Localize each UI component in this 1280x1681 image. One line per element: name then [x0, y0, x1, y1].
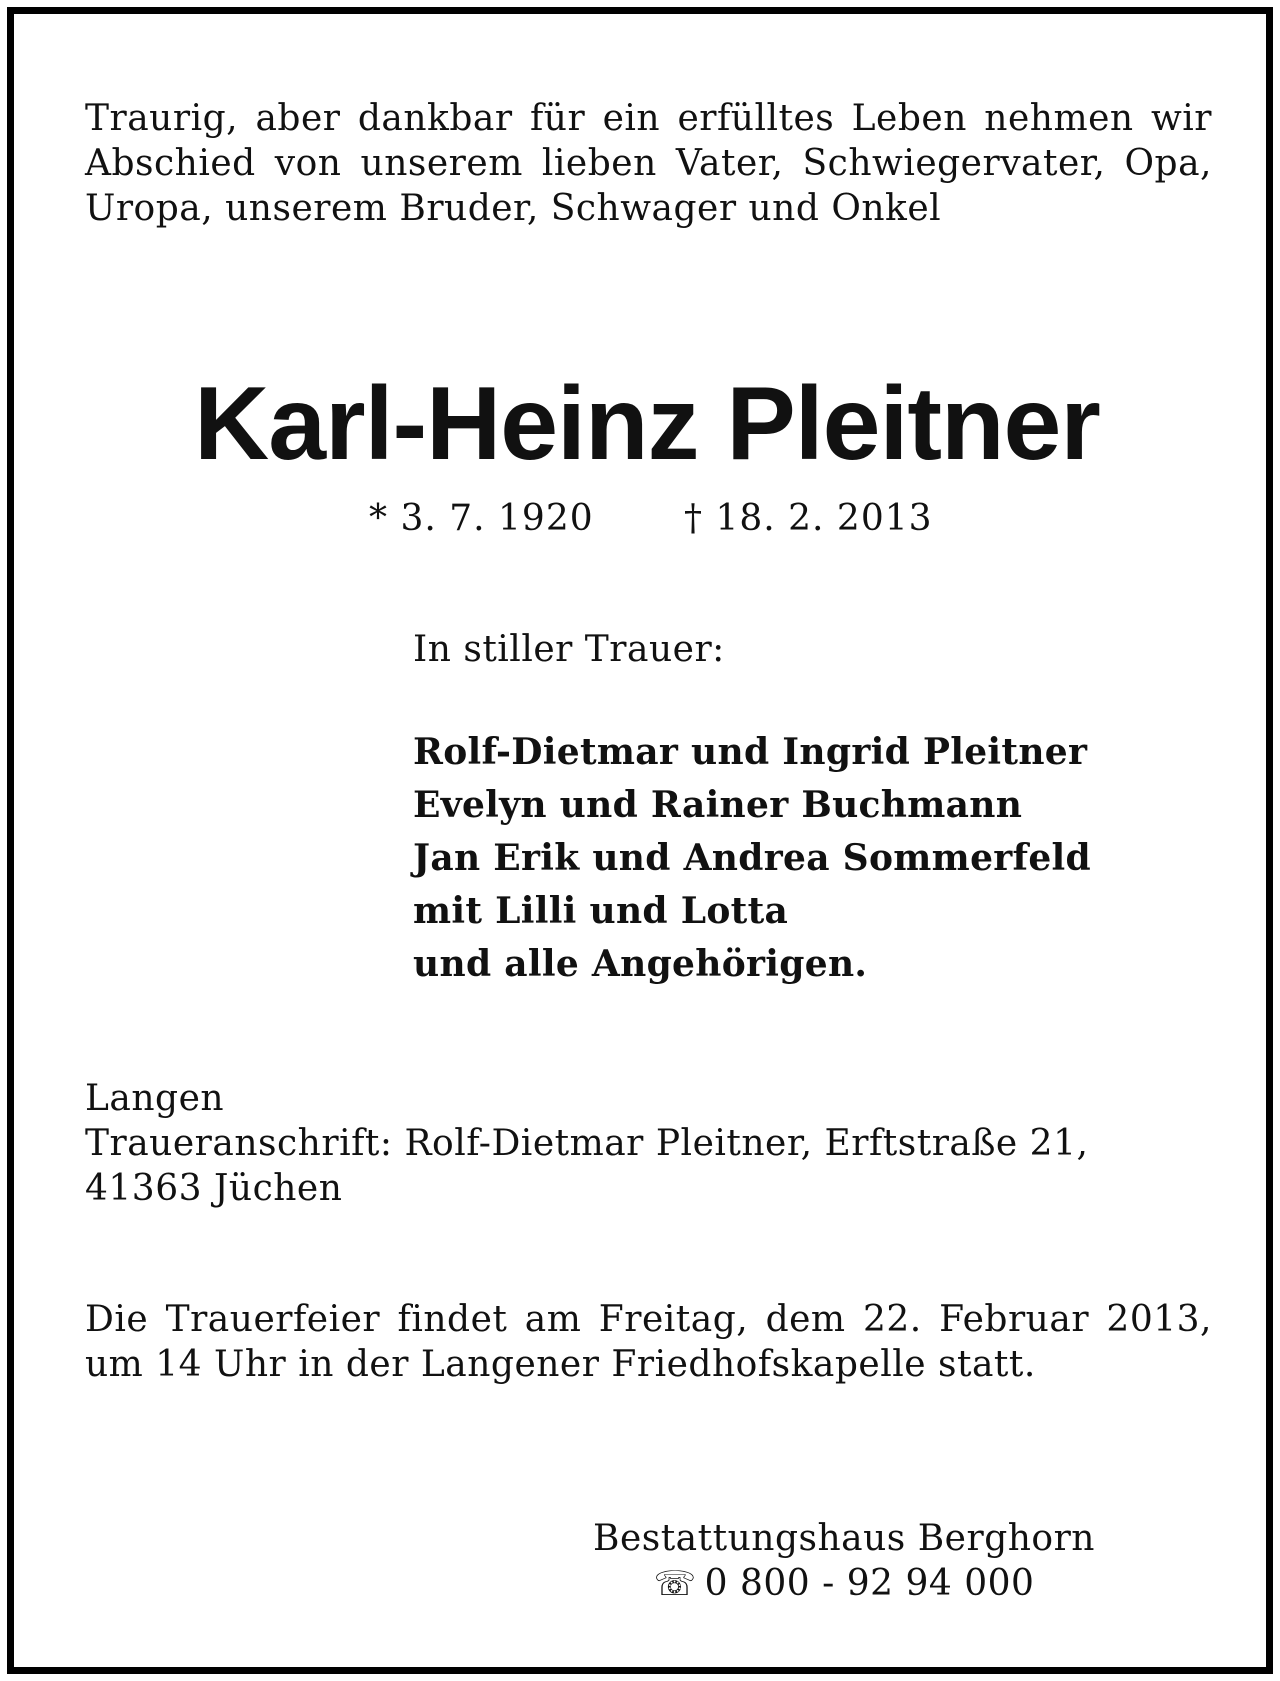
service-notice: Die Trauerfeier findet am Freitag, dem 22. Februar 2013, um 14 Uhr in der Langener Friedhofskapelle statt.	[85, 1299, 1212, 1385]
mourner-line: mit Lilli und Lotta	[413, 890, 789, 932]
intro-text: Traurig, aber dankbar für ein erfülltes Leben nehmen wir Abschied von unserem lieben Vater, Schwiegervater, Opa, Uropa, unserem Bruder, Schwager und Onkel	[85, 98, 1212, 229]
mourning-heading: In stiller Trauer:	[413, 629, 725, 670]
birth-date: * 3. 7. 1920	[369, 498, 594, 539]
mourning-address	[85, 1076, 1212, 1211]
mourners-list	[413, 726, 1091, 991]
funeral-home-name: Bestattungshaus Berghorn	[592, 1518, 1095, 1559]
death-date: † 18. 2. 2013	[684, 498, 933, 539]
phone-icon: ☏	[653, 1564, 697, 1604]
funeral-home-block	[564, 1516, 1124, 1607]
address-line: 41363 Jüchen	[85, 1168, 343, 1209]
deceased-name: Karl-Heinz Pleitner	[194, 366, 1100, 482]
funeral-home-phone	[564, 1561, 1124, 1607]
address-place: Langen	[85, 1078, 225, 1119]
mourner-line: und alle Angehörigen.	[413, 943, 868, 985]
obituary-frame	[7, 7, 1273, 1674]
mourner-line: Rolf-Dietmar und Ingrid Pleitner	[413, 731, 1088, 773]
phone-number: 0 800 - 92 94 000	[704, 1563, 1035, 1604]
life-dates	[369, 497, 933, 541]
mourner-line: Evelyn und Rainer Buchmann	[413, 784, 1023, 826]
address-line: Traueranschrift: Rolf-Dietmar Pleitner, Erftstraße 21,	[85, 1123, 1089, 1164]
mourner-line: Jan Erik und Andrea Sommerfeld	[413, 837, 1091, 879]
